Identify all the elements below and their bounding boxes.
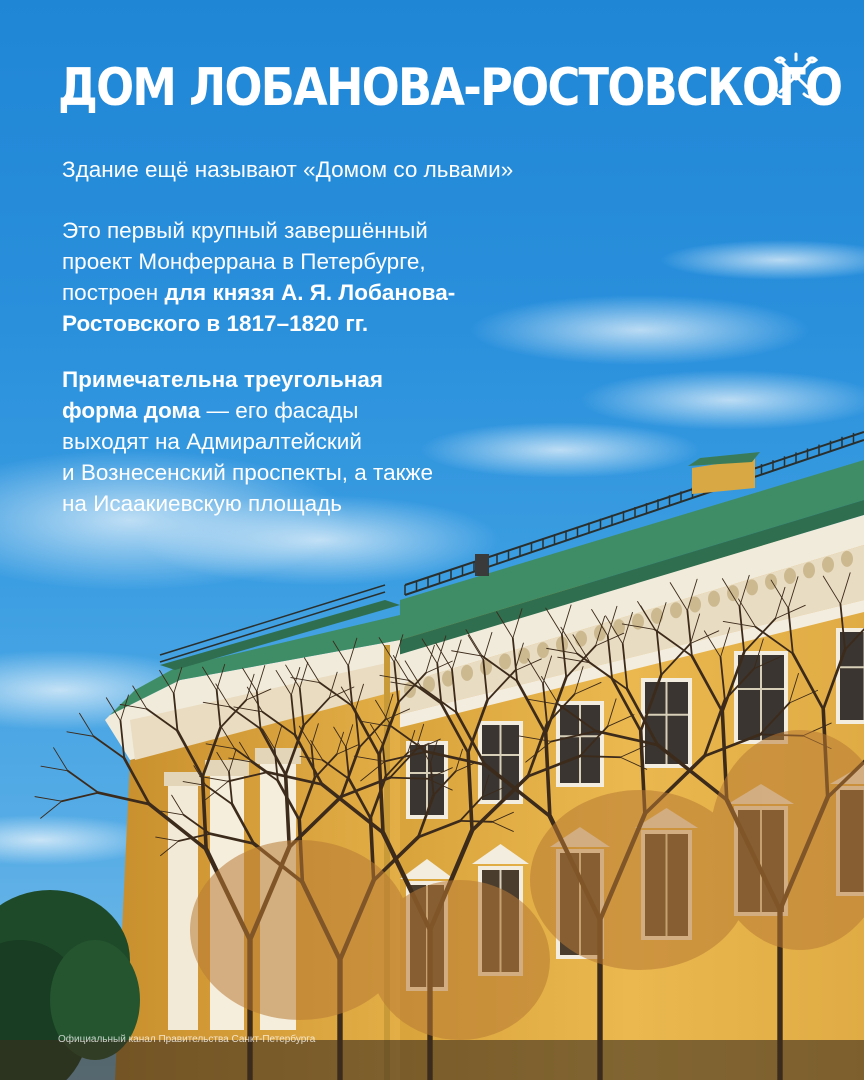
subtitle-text: Здание ещё называют «Домом со львами» <box>62 157 514 182</box>
paragraph-shape <box>62 364 622 519</box>
facade-window <box>734 651 788 744</box>
para2-line1 <box>62 364 622 395</box>
st-petersburg-emblem-icon <box>770 50 822 102</box>
facade-window <box>836 628 864 724</box>
para1-line4-bold: Ростовского в 1817–1820 гг. <box>62 311 369 336</box>
para1-line4 <box>62 308 622 339</box>
facade-window <box>641 678 692 768</box>
para2-line3: выходят на Адмиралтейский <box>62 429 362 454</box>
para1-line1: Это первый крупный завершённый <box>62 218 428 243</box>
para1-line3-bold: для князя А. Я. Лобанова- <box>164 280 456 305</box>
para1-line3 <box>62 277 622 308</box>
para2-line2-bold: форма дома <box>62 398 201 423</box>
subtitle <box>62 154 513 185</box>
para2-line5: на Исаакиевскую площадь <box>62 491 342 516</box>
paragraph-history <box>62 215 622 339</box>
para1-line2: проект Монферрана в Петербурге, <box>62 249 426 274</box>
para2-line2-normal: — его фасады <box>200 398 359 423</box>
footer-credit: Официальный канал Правительства Санкт-Петербурга <box>58 1034 316 1045</box>
para2-line2 <box>62 395 622 426</box>
para1-line3-normal: построен <box>62 280 165 305</box>
para2-line1-bold: Примечательна треугольная <box>62 367 384 392</box>
para2-line4: и Вознесенский проспекты, а также <box>62 460 433 485</box>
facade-window <box>556 701 604 787</box>
page-title: ДОМ ЛОБАНОВА-РОСТОВСКОГО <box>58 58 842 118</box>
